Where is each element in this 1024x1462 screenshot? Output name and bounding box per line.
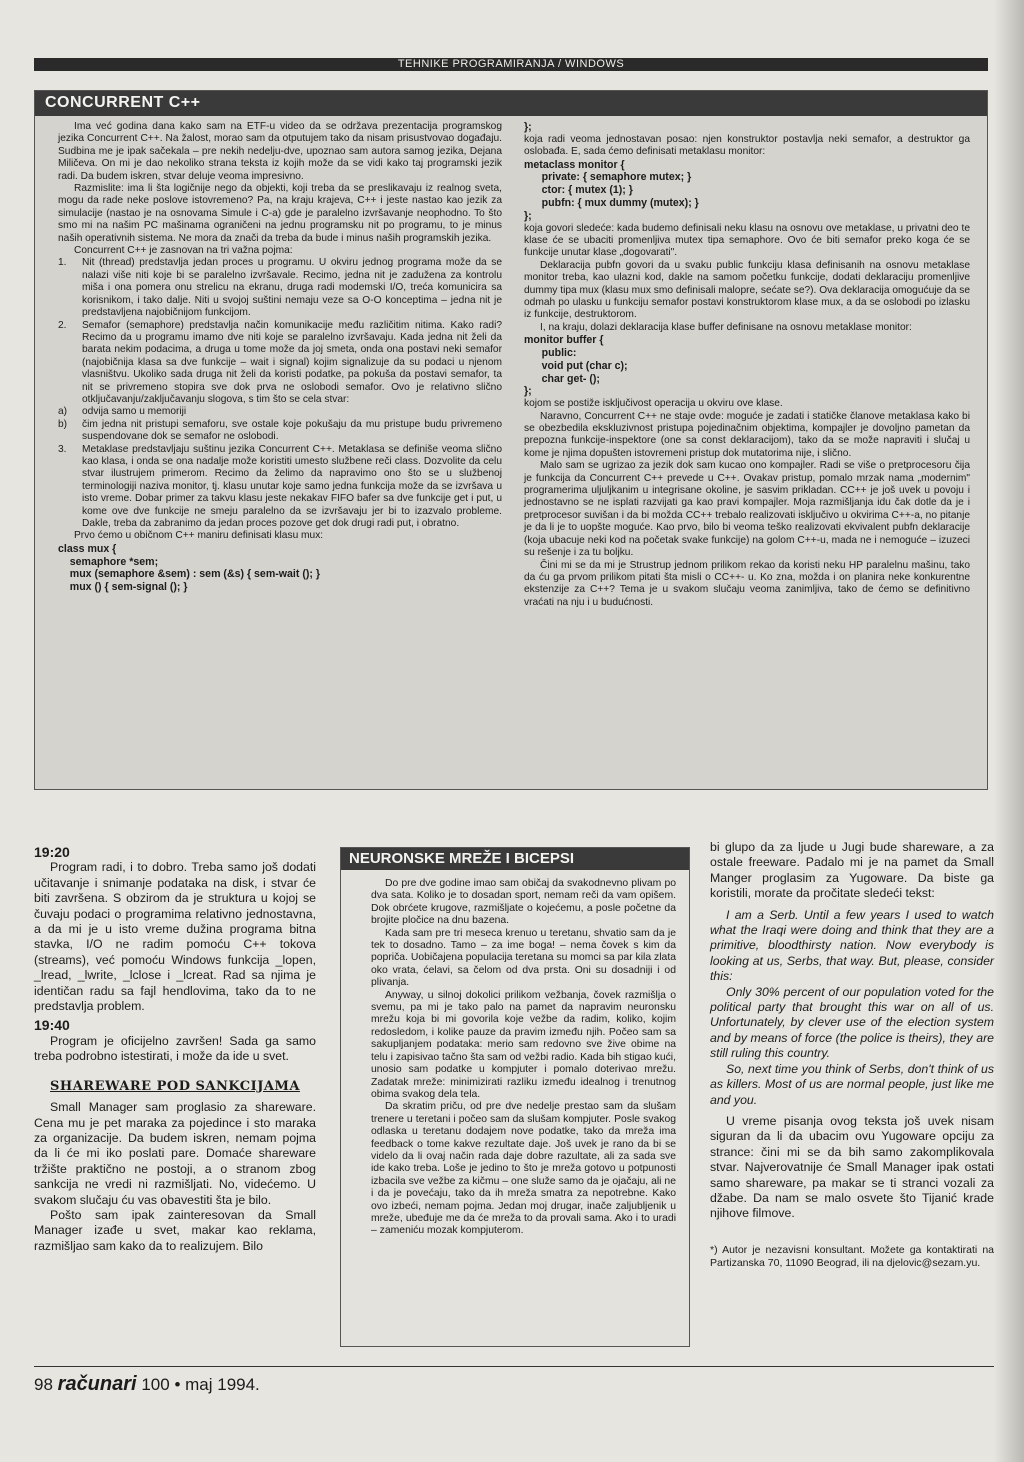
footer-rule — [34, 1366, 994, 1367]
list-item — [58, 320, 502, 407]
box-title: CONCURRENT C++ — [45, 94, 201, 111]
bottom-left-column — [34, 845, 316, 1254]
paragraph: koja radi veoma jednostavan posao: njen konstruktor postavlja neki semafor, a destruktor ga oslobađa. E, sada ćemo definisati metaklasu monitor: — [524, 133, 970, 158]
list-number: b) — [58, 418, 68, 430]
page-number: 98 — [34, 1375, 53, 1394]
author-note: *) Autor je nezavisni konsultant. Možete ga kontaktirati na Partizanska 70, 11090 Beograd, ili na djelovic@sezam.yu. — [710, 1243, 994, 1269]
code-block-end — [524, 121, 970, 134]
paragraph: kojom se postiže isključivost operacija u okviru ove klase. — [524, 398, 783, 410]
list-item — [58, 419, 502, 444]
box-right-column — [524, 121, 970, 609]
code-line: }; — [524, 385, 532, 398]
box-left-column — [58, 121, 502, 594]
list-number: 2. — [58, 319, 67, 331]
code-block-mux — [58, 543, 502, 594]
code-line: private: { semaphore mutex; } — [524, 171, 692, 184]
paragraph: Kada sam pre tri meseca krenuo u teretanu, shvatio sam da je tek to dosadno. Tamo – za ime boga! – nema čovek s kim da popriča. Uobičajena populacija teretana su momci sa par kila zlata oko vrata, ćelavi, sa čelom od dva prsta. Oni su dosadniji i od plivanja. — [371, 927, 676, 989]
paragraph: Naravno, Concurrent C++ ne staje ovde: moguće je zadati i statičke članove metaklasa kako bi se obezbedila ekskluzivnost pristupa pojedinačnim objektima, kompajler je dovoljno pametan da prepozna funkcije-inspektore (one sa const deklaracijom), tako da se može napraviti i slučaj u kome je njima dopušten istovremeni pristup dok mutatorima nije, i slično. — [524, 410, 970, 459]
footer-bullet: • — [174, 1375, 181, 1394]
magazine-logo: računari — [57, 1373, 137, 1395]
section-heading: SHAREWARE POD SANKCIJAMA — [50, 1078, 300, 1094]
code-line: }; — [524, 121, 532, 133]
code-line: semaphore *sem; — [58, 555, 159, 568]
code-block-buffer — [524, 334, 970, 398]
code-line: }; — [524, 209, 532, 222]
quote-paragraph: So, next time you think of Serbs, don't think of us as killers. Most of us are normal people, just like me and you. — [710, 1061, 994, 1107]
code-line: mux () { sem-signal (); } — [58, 581, 188, 594]
neuro-sidebar-box — [340, 847, 690, 1347]
time-heading: 19:20 — [34, 844, 70, 860]
paragraph: Program je oficijelno završen! Sada ga samo treba podrobno istestirati, i može da ide u svet. — [34, 1033, 316, 1064]
code-line: mux (semaphore &sem) : sem (&s) { sem-wait (); } — [58, 568, 320, 581]
list-item — [58, 406, 502, 418]
bottom-right-column — [710, 840, 994, 1270]
paragraph: Ima već godina dana kako sam na ETF-u video da se održava prezentacija programskog jezika Concurrent C++. Na žalost, morao sam da otputujem tako da nisam prisustvovao događaju. Sudbina me je ipak sačekala – pre nekih nedelju-dve, upoznao sam autora samog jezika, Dejana Miličeva. On mi je dao nekoliko strana teksta iz kojih može da se vidi kako taj programski jezik radi. Da budem iskren, stvar deluje veoma impresivno. — [58, 121, 502, 182]
paragraph: Anyway, u silnoj dokolici prilikom vežbanja, čovek razmišlja o svemu, pa mi je tako palo na pamet da napravim neuronsku mrežu koja bi mi govorila koje vežbe da radim, koliko, kojim redosledom, i kolike pauze da pravim između njih. Počeo sam sa sakupljanjem podataka: merio sam redovno sve žive obime na telu i zapisivao tačno šta sam od vežbi radio. Kada bih stigao kući, unosio sam podatke u kompjuter i pomalo doterivao mrežu. Zadatak mreže: minimizirati razliku između idealnog i trenutnog obima svakog dela tela. — [371, 989, 676, 1100]
page-edge-shadow — [994, 0, 1024, 1462]
code-line: metaclass monitor { — [524, 158, 625, 171]
paragraph: Čini mi se da mi je Strustrup jednom prilikom rekao da koristi neku HP paralelnu mašinu, tako da ću ga prvom prilikom pitati šta misli o CC++- u. Ko zna, možda i on planira neke konkurentne ekstenzije za C++? Tema je u svakom slučaju veoma zanimljiva, tako de ćemo se definitivno vraćati na nju i u budućnosti. — [524, 559, 970, 608]
paragraph: Do pre dve godine imao sam običaj da svakodnevno plivam po dva sata. Koliko je to dosadan sport, nemam reči da vam opišem. Dok obrćete krugove, razmišljate o kojećemu, a posle početne da brojite pločice na dnu bazena. — [371, 878, 676, 927]
neuro-body — [371, 878, 676, 1238]
code-line: void put (char c); — [524, 359, 628, 372]
paragraph: Concurrent C++ je zasnovan na tri važna pojma: — [74, 245, 293, 257]
paragraph: koja govori sledeće: kada budemo definisali neku klasu na osnovu ove metaklase, u privatni deo te klase će se ubaciti promenljiva mutex tipa semaphore. Ovo će biti semafor preko koga će se funkcije unutar klase „dogovarati". — [524, 222, 970, 259]
code-line: char get- (); — [524, 372, 600, 385]
list-text: odvija samo u memoriji — [82, 406, 187, 418]
paragraph: Razmislite: ima li šta logičnije nego da objekti, koji treba da se preslikavaju iz realnog sveta, mogu da rade neke poslove istovremeno? Pa, na kraju krajeva, C++ i jeste nastao kao jezik za simulacije (nastao je na osnovama Simule i C-a) gde je paralelno izvršavanje neophodno. To što smo mi na našim PC mašinama ograničeni na jednu programsku nit po programu, to je minus naših operativnih sistema. Ne mora da znači da treba da bude i minus naših programskih jezika. — [58, 183, 502, 244]
concurrent-cpp-box — [34, 90, 988, 790]
paragraph: Malo sam se ugrizao za jezik dok sam kucao ono kompajler. Radi se više o pretprocesoru čija je funkcija da Concurrent C++ prevede u C++. Ovakav pristup, pomalo mrzak nama „modernim" programerima uljuljkanim u integrisane okoline, je sasvim prikladan. CC++ je još uvek u povoju i jednostavno se ne isplati razvijati ga kao pravi kompajler. Moja razmišljanja idu čak dotle da je i pretprocesor suvišan i da bi možda CC++ trebalo realizovati isključivo u okvirima C++-a, no pitanje je da li je to uopšte moguće. Kao prvo, bilo bi veoma teško realizovati ekvivalent pubfn deklaracije (koja ubacuje neki kod na početak svake funkcije) na golom C++-u, mada ne i nemoguće – izuzeci su rešenje i za tu boljku. — [524, 460, 970, 559]
paragraph: Deklaracija pubfn govori da u svaku public funkciju klasa definisanih na osnovu metaklase monitor treba, kao ulazni kod, dakle na samom početku funkcije, dodati deklaraciju promenljive dummy tipa mux (klasu mux smo definisali malopre, sećate se?). Ova deklaracija omogućuje da se odmah po ulasku u funkciju semafor postavi konstruktorom klase mux, a da se oslobodi po izlasku iz funkcije, destruktorom. — [524, 259, 970, 321]
code-line: pubfn: { mux dummy (mutex); } — [524, 197, 699, 209]
list-number: a) — [58, 406, 68, 418]
paragraph: Prvo ćemo u običnom C++ maniru definisati klasu mux: — [74, 530, 324, 542]
paragraph: Da skratim priču, od pre dve nedelje prestao sam da slušam trenere u teretani i počeo sam da slušam kompjuter. Posle svakog odlaska u teretanu dodajem nove podatke, tako da mreža ima feedback o tome kakve rezultate daje. Još uvek je rano da bi se videlo da li ovaj način rada daje dobre razultate, ali za sada sve ide kako treba. Loše je jedino to što je mreža gotovo u potpunosti izbacila sve vežbe za kičmu – one služe samo da je ojačaju, ali ne i da je povećaju, tako da ih mreža smatra za nepotrebne. Kako ovo izbeći, nemam pojma. Jedan moj drugar, inače zaljubljenik u mreže, ubeđuje me da će mreža to da provali sama. Ako i to uradi – zameniću mozak kompjuterom. — [371, 1101, 676, 1237]
paragraph: Program radi, i to dobro. Treba samo još dodati učitavanje i snimanje podataka na disk, i stvar će biti završena. S obzirom da je struktura u kojoj se čuvaju podaci o programima relativno jednostavna, a da mi je u isto vreme dužina programa bitna stavka, I/O ne radim pomoću C++ tokova (streams), već pomoću Windows funkcija _lopen, _lread, _lwrite, _lclose i _lcreat. Rad sa njima je identičan radu sa fajl hendlovima, tako da to ne predstavlja problem. — [34, 860, 316, 1014]
page-footer — [34, 1373, 260, 1396]
list-text: čim jedna nit pristupi semaforu, sve ostale koje pokušaju da mu pristupe budu privremeno suspendovane dok se semafor ne oslobodi. — [82, 418, 502, 443]
section-header: TEHNIKE PROGRAMIRANJA / WINDOWS — [397, 58, 625, 70]
list-number: 1. — [58, 257, 67, 269]
list-item — [58, 257, 502, 319]
quote-paragraph: I am a Serb. Until a few years I used to watch what the Iraqi were doing and think that they are a primitive, bloodthirsty nation. Now everybody is looking at us, Serbs, that way. But, please, consider this: — [710, 907, 994, 984]
paragraph: U vreme pisanja ovog teksta još uvek nisam siguran da li da ubacim ovu Yugoware opciju za strance: čini mi se da bih samo zakomplikovala stvar. Najverovatnije će Small Manager ipak ostati samo shareware, pa makar se ti stranci vozali za džabe. Da nam se malo osvete što Tijanić krade njihove filmove. — [710, 1113, 994, 1221]
list-text: Metaklase predstavljaju suštinu jezika Concurrent C++. Metaklasa se definiše veoma slično kao klasa, i onda se ona nadalje može koristiti umesto službene reči class. Dozvolite da celu stvar ilustrujem primerom. Recimo da želimo da napravimo ono što se u službenoj terminologiji naziva monitor, tj. klasu unutar koje samo jedna funkcija može da se izvršava u isto vreme. Dobar primer za takvu klasu jeste nekakav FIFO bafer sa dve funkcije get i put, u kome ove dve funkcije ne smeju paralelno da se izvršavaju jer bi to izazvalo probleme. Dakle, treba da zabranimo da jedan proces pozove get dok drugi radi put, i obratno. — [82, 443, 502, 529]
section-header-bar — [34, 58, 988, 71]
paragraph: I, na kraju, dolazi deklaracija klase buffer definisane na osnovu metaklase monitor: — [540, 321, 912, 333]
box-title-bar — [35, 91, 987, 116]
list-text: Nit (thread) predstavlja jedan proces u programu. U okviru jednog programa može da se nalazi više niti koje bi se paralelno izvršavale. Recimo, jedna nit je zadužena za kontrolu miša i ona pomera onu strelicu na ekranu, druga radi modemski I/O, treća komunicira sa korisnikom, i tako dalje. Niti u svojoj suštini nemaju veze sa O-O konceptima – jedna nit je predstavljena najobičnijom funkcijom. — [82, 257, 502, 319]
issue-date: maj 1994. — [185, 1375, 260, 1394]
issue-number: 100 — [141, 1375, 170, 1394]
neuro-title-bar — [341, 848, 689, 870]
list-item — [58, 444, 502, 531]
code-line: class mux { — [58, 542, 117, 555]
time-heading: 19:40 — [34, 1017, 70, 1034]
code-line: ctor: { mutex (1); } — [524, 184, 633, 197]
code-block-metaclass — [524, 159, 970, 223]
paragraph: Pošto sam ipak zainteresovan da Small Manager izađe u svet, makar kao reklama, razmišljao sam kako da to realizujem. Bilo — [34, 1207, 316, 1253]
neuro-title: NEURONSKE MREŽE I BICEPSI — [349, 850, 575, 867]
paragraph: Small Manager sam proglasio za shareware. Cena mu je pet maraka za pojedince i sto maraka za organizacije. Da budem iskren, nemam pojma da li će mi iko poslati pare. Domaće shareware tržište praktično ne postoji, a o stranom zbog sankcija ne vredi ni razmišljati. No, videćemo. U svakom slučaju ću vas obavestiti šta je bilo. — [34, 1100, 316, 1207]
list-text: Semafor (semaphore) predstavlja način komunikacije među različitim nitima. Kako radi? Recimo da u programu imamo dve niti koje se paralelno izvršavaju. Kada jedna nit želi da barata nekim podacima, a druga u tome može da joj smeta, onda ona postavi neki semafor (najobičnija klasa sa dve funkcije – wait i signal) kojim signalizuje da su podaci u njenom vlasništvu. Ukoliko sada druga nit želi da koristi podatke, pa pokuša da postavi semafor, ta nit se privremeno stopira sve dok prva ne oslobodi semafor. Ovo je relativno slično otključavanju/zaključavanju slogova, s tim što se cela stvar: — [82, 319, 502, 405]
code-line: public: — [524, 347, 577, 360]
code-line: monitor buffer { — [524, 334, 604, 347]
list-number: 3. — [58, 443, 67, 455]
quote-paragraph: Only 30% percent of our population voted for the political party that brought this war on all of us. Unfortunately, by clever use of the election system and by means of force (the police is theirs), they are still ruling this country. — [710, 984, 994, 1061]
paragraph: bi glupo da za ljude u Jugi bude shareware, a za ostale freeware. Padalo mi je na pamet da Small Manger proglasim za Yugoware. Da biste ga koristili, morate da pročitate sledeći tekst: — [710, 840, 994, 901]
